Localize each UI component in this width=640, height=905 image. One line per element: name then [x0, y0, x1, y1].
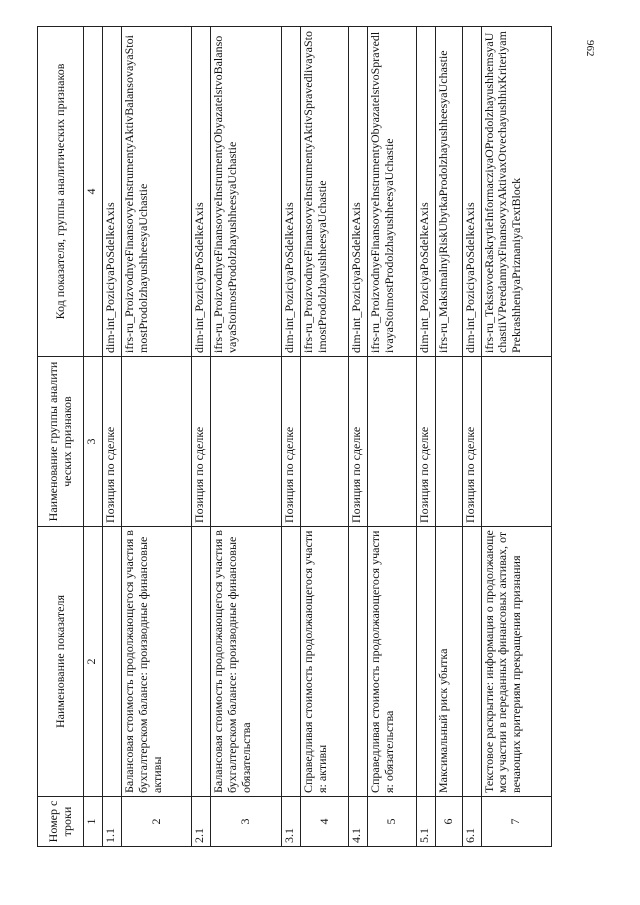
indicator-name: Справедливая стоимость продолжающегося участия: активы — [300, 527, 349, 797]
table-row — [211, 27, 281, 847]
code: dim-int_PoziciyaPoSdelkeAxis — [192, 27, 211, 357]
code: dim-int_PoziciyaPoSdelkeAxis — [281, 27, 300, 357]
row-number: 1.1 — [103, 797, 122, 847]
indicator-name: Балансовая стоимость продолжающегося участия в бухгалтерском балансе: производные финансовые обязательства — [211, 527, 281, 797]
code: ifrs-ru_ProizvodnyeFinansovyeInstrumentyAktivSpravedlivayaStoimostProdolzhayushheesyaUchastie — [300, 27, 349, 357]
indicator-table — [37, 26, 552, 847]
index-cell: 3 — [84, 357, 103, 527]
table-row — [300, 27, 349, 847]
group-name — [122, 357, 192, 527]
row-number: 4 — [300, 797, 349, 847]
index-cell: 1 — [84, 797, 103, 847]
indicator-name — [103, 527, 122, 797]
index-cell: 4 — [84, 27, 103, 357]
rotated-table-wrapper — [37, 27, 552, 847]
row-number: 2 — [122, 797, 192, 847]
header-code: Код показателя, группы аналитических признаков — [38, 27, 84, 357]
table-row — [462, 27, 481, 847]
group-name — [211, 357, 281, 527]
header-indicator-name: Наименование показателя — [38, 527, 84, 797]
group-name: Позиция по сделке — [103, 357, 122, 527]
table-row — [103, 27, 122, 847]
group-name: Позиция по сделке — [462, 357, 481, 527]
header-group-name: Наименование группы аналитических признаков — [38, 357, 84, 527]
code: ifrs-ru_ProizvodnyeFinansovyeInstrumentyObyazatelstvoBalansovayaStoimostProdolzhayushheesyaUchastie — [211, 27, 281, 357]
code: dim-int_PoziciyaPoSdelkeAxis — [349, 27, 368, 357]
code: dim-int_PoziciyaPoSdelkeAxis — [462, 27, 481, 357]
page-number: 962 — [584, 40, 596, 57]
table-row — [192, 27, 211, 847]
code: dim-int_PoziciyaPoSdelkeAxis — [103, 27, 122, 357]
indicator-name — [192, 527, 211, 797]
table-row — [122, 27, 192, 847]
code: ifrs-ru_ProizvodnyeFinansovyeInstrumentyObyazatelstvoSpravedlivayaStoimostProdolzhayushheesyaUchastie — [368, 27, 417, 357]
code: ifrs-ru_ProizvodnyeFinansovyeInstrumentyAktivBalansovayaStoimostProdolzhayushheesyaUchastie — [122, 27, 192, 357]
row-number: 6 — [435, 797, 462, 847]
indicator-name — [281, 527, 300, 797]
table-row — [481, 27, 551, 847]
table-row — [281, 27, 300, 847]
row-number: 4.1 — [349, 797, 368, 847]
indicator-name: Текстовое раскрытие: информация о продолжающемся участии в переданных финансовых активах, отвечающих критериям прекращения признания — [481, 527, 551, 797]
table-row — [416, 27, 435, 847]
indicator-name: Максимальный риск убытка — [435, 527, 462, 797]
code: ifrs-ru_TekstovoeRaskrytieInformacziyaOProdolzhayushhemsyaUchastiiVPeredannyxFinansovyxAktivaxOtvechayushhixKriteriyamPrekrashheniyaPriznaniyaTextBlock — [481, 27, 551, 357]
row-number: 7 — [481, 797, 551, 847]
group-name: Позиция по сделке — [192, 357, 211, 527]
table-row — [368, 27, 417, 847]
group-name: Позиция по сделке — [416, 357, 435, 527]
row-number: 5 — [368, 797, 417, 847]
indicator-name — [349, 527, 368, 797]
group-name: Позиция по сделке — [281, 357, 300, 527]
table-body — [103, 27, 552, 847]
group-name — [481, 357, 551, 527]
group-name — [435, 357, 462, 527]
table-row — [435, 27, 462, 847]
index-cell: 2 — [84, 527, 103, 797]
indicator-name: Балансовая стоимость продолжающегося участия в бухгалтерском балансе: производные финансовые активы — [122, 527, 192, 797]
group-name — [368, 357, 417, 527]
code: ifrs-ru_MaksimalnyjRiskUbytkaProdolzhayushheesyaUchastie — [435, 27, 462, 357]
indicator-name — [416, 527, 435, 797]
indicator-name — [462, 527, 481, 797]
group-name — [300, 357, 349, 527]
code: dim-int_PoziciyaPoSdelkeAxis — [416, 27, 435, 357]
table-row — [349, 27, 368, 847]
row-number: 5.1 — [416, 797, 435, 847]
group-name: Позиция по сделке — [349, 357, 368, 527]
row-number: 2.1 — [192, 797, 211, 847]
indicator-name: Справедливая стоимость продолжающегося участия: обязательства — [368, 527, 417, 797]
header-row-number: Номер строки — [38, 797, 84, 847]
row-number: 3 — [211, 797, 281, 847]
row-number: 3.1 — [281, 797, 300, 847]
row-number: 6.1 — [462, 797, 481, 847]
